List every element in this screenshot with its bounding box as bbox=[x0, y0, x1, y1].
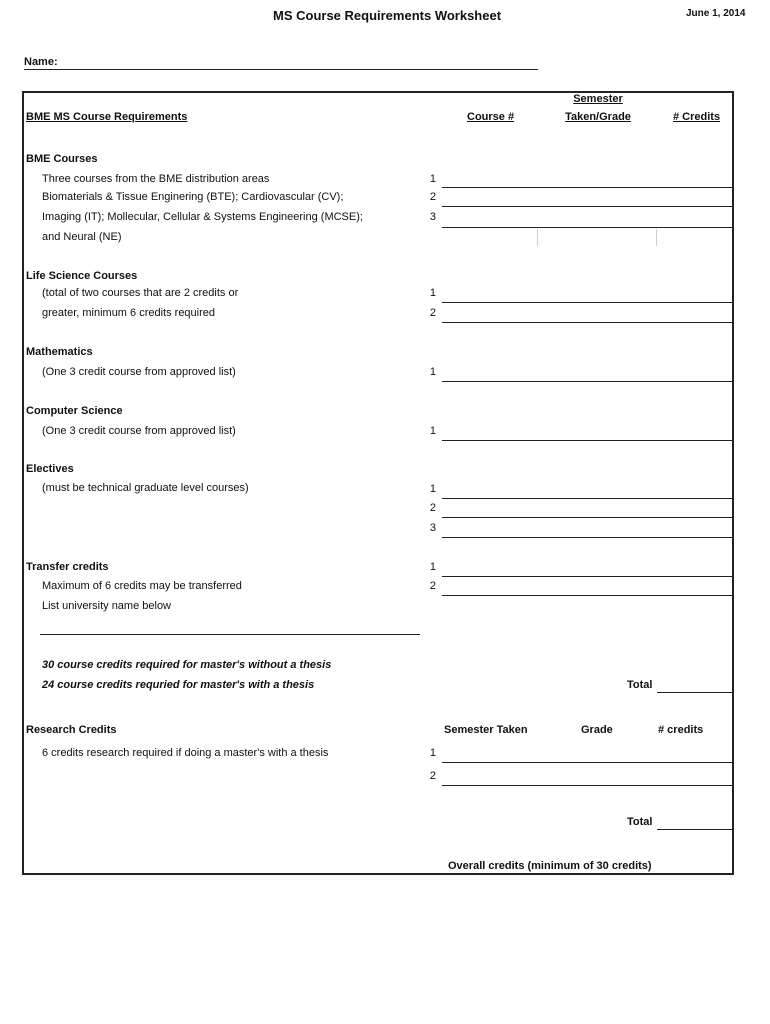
row-number: 2 bbox=[429, 502, 436, 514]
row-number: 1 bbox=[429, 747, 436, 759]
credits-header: # Credits bbox=[673, 111, 721, 123]
electives-entry-line[interactable] bbox=[442, 537, 734, 538]
research-credits-heading: Research Credits bbox=[26, 724, 117, 736]
research-credits-header: # credits bbox=[658, 724, 704, 736]
name-field[interactable] bbox=[24, 69, 538, 70]
row-number: 2 bbox=[429, 770, 436, 782]
semester-taken-header: Semester Taken bbox=[444, 724, 528, 736]
transfer-description-line: Maximum of 6 credits may be transferred bbox=[42, 580, 242, 592]
transfer-entry-line[interactable] bbox=[442, 595, 734, 596]
mathematics-heading: Mathematics bbox=[26, 346, 93, 358]
bme-course-entry-line[interactable] bbox=[442, 187, 734, 188]
requirements-header: BME MS Course Requirements bbox=[26, 111, 188, 123]
life-science-description-line: greater, minimum 6 credits required bbox=[42, 307, 216, 319]
course-total-label: Total bbox=[627, 679, 653, 691]
computer-science-entry-line[interactable] bbox=[442, 440, 734, 441]
row-number: 2 bbox=[429, 307, 436, 319]
bme-description-line: and Neural (NE) bbox=[42, 231, 122, 243]
university-name-field[interactable] bbox=[40, 634, 420, 635]
mathematics-description: (One 3 credit course from approved list) bbox=[42, 366, 236, 378]
row-number: 1 bbox=[429, 561, 436, 573]
electives-heading: Electives bbox=[26, 463, 74, 475]
research-description: 6 credits research required if doing a master's with a thesis bbox=[42, 747, 329, 759]
page-title: MS Course Requirements Worksheet bbox=[273, 8, 502, 23]
transfer-description-line: List university name below bbox=[42, 600, 172, 612]
grade-header: Grade bbox=[581, 724, 613, 736]
no-thesis-note: 30 course credits required for master's without a thesis bbox=[42, 659, 332, 671]
bme-course-entry-line[interactable] bbox=[442, 206, 734, 207]
row-number: 1 bbox=[429, 287, 436, 299]
computer-science-heading: Computer Science bbox=[26, 405, 123, 417]
bme-courses-heading: BME Courses bbox=[26, 153, 98, 165]
transfer-entry-line[interactable] bbox=[442, 576, 734, 577]
document-date: June 1, 2014 bbox=[686, 8, 746, 19]
course-number-header: Course # bbox=[467, 111, 515, 123]
name-label: Name: bbox=[24, 56, 58, 68]
research-total-field[interactable] bbox=[657, 829, 734, 830]
research-entry-line[interactable] bbox=[442, 762, 734, 763]
semester-header: Semester bbox=[573, 93, 623, 105]
row-number: 1 bbox=[429, 425, 436, 437]
research-entry-line[interactable] bbox=[442, 785, 734, 786]
row-number: 3 bbox=[429, 211, 436, 223]
column-divider bbox=[537, 229, 538, 246]
life-science-description-line: (total of two courses that are 2 credits or bbox=[42, 287, 239, 299]
research-total-label: Total bbox=[627, 816, 653, 828]
row-number: 1 bbox=[429, 173, 436, 185]
mathematics-entry-line[interactable] bbox=[442, 381, 734, 382]
column-divider bbox=[656, 229, 657, 246]
life-science-heading: Life Science Courses bbox=[26, 270, 138, 282]
bme-description-line: Biomaterials & Tissue Enginering (BTE); Cardiovascular (CV); bbox=[42, 191, 344, 203]
row-number: 1 bbox=[429, 366, 436, 378]
row-number: 1 bbox=[429, 483, 436, 495]
row-number: 3 bbox=[429, 522, 436, 534]
bme-description-line: Imaging (IT); Mollecular, Cellular & Systems Engineering (MCSE); bbox=[42, 211, 363, 223]
row-number: 2 bbox=[429, 191, 436, 203]
transfer-credits-heading: Transfer credits bbox=[26, 561, 109, 573]
computer-science-description: (One 3 credit course from approved list) bbox=[42, 425, 236, 437]
overall-credits-label: Overall credits (minimum of 30 credits) bbox=[448, 860, 652, 872]
bme-course-entry-line[interactable] bbox=[442, 227, 734, 228]
electives-entry-line[interactable] bbox=[442, 498, 734, 499]
course-total-field[interactable] bbox=[657, 692, 734, 693]
row-number: 2 bbox=[429, 580, 436, 592]
life-science-entry-line[interactable] bbox=[442, 322, 734, 323]
thesis-note: 24 course credits requried for master's with a thesis bbox=[42, 679, 315, 691]
taken-grade-header: Taken/Grade bbox=[565, 111, 631, 123]
bme-description-line: Three courses from the BME distribution areas bbox=[42, 173, 270, 185]
life-science-entry-line[interactable] bbox=[442, 302, 734, 303]
electives-description: (must be technical graduate level courses) bbox=[42, 482, 249, 494]
electives-entry-line[interactable] bbox=[442, 517, 734, 518]
